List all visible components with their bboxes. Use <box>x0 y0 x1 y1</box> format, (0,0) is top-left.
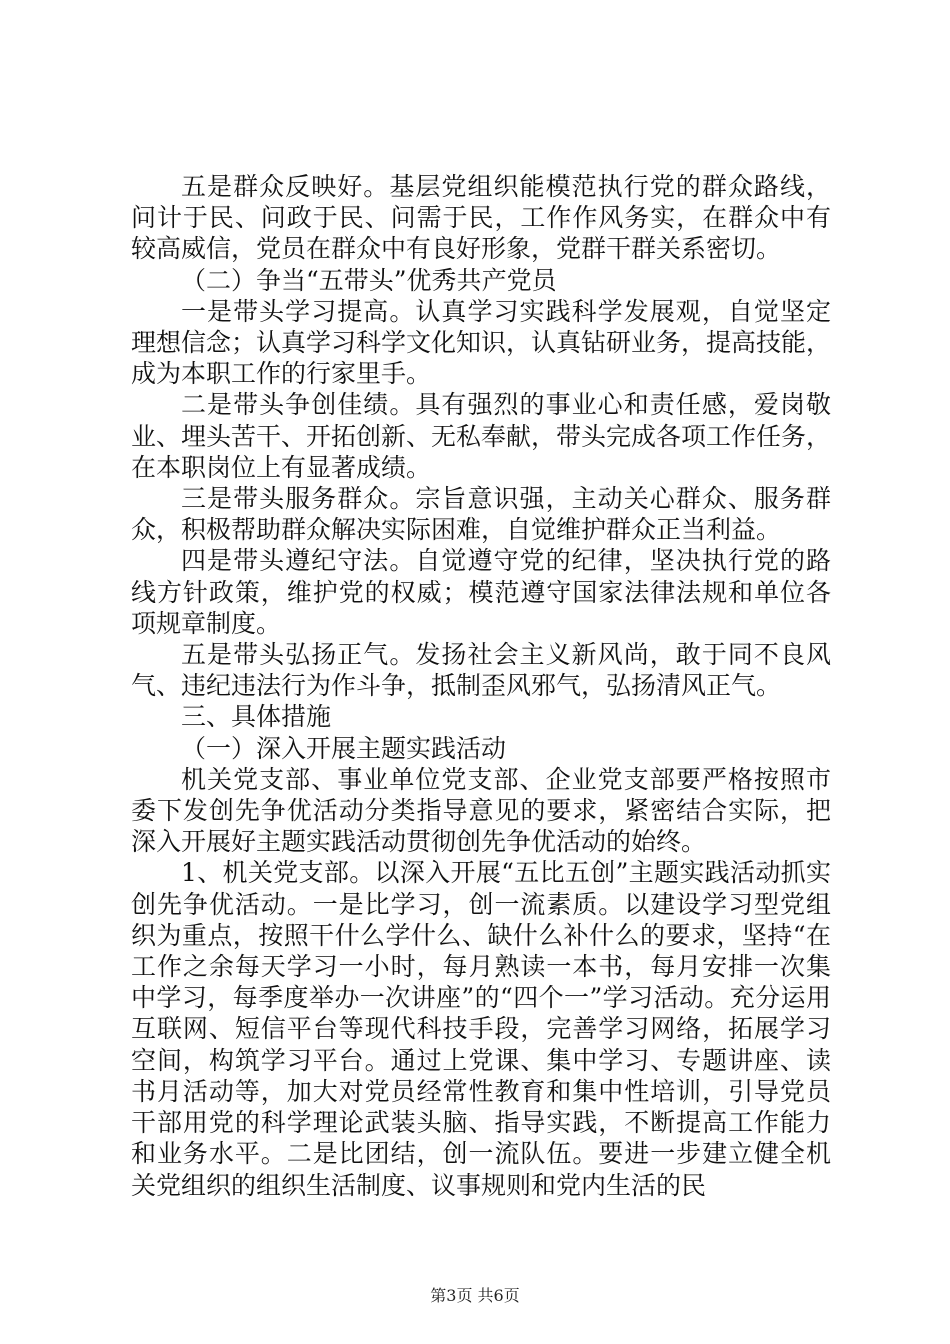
paragraph-branch-requirements <box>131 764 831 858</box>
text-line: 充分运用互联网、短信平台等现代科技手段，完善学习网络， <box>131 983 831 1044</box>
paragraph-lead-service <box>131 483 831 545</box>
text-line: 三是带头服务群众。宗旨意识强，主动关心群众、服务群 <box>181 484 831 514</box>
text-line: 成为本职工作的行家里手。 <box>131 359 432 389</box>
text-line: 四是带头遵纪守法。自觉遵守党的纪律，坚决执行党的路 <box>181 546 831 576</box>
section-heading-specific-measures <box>131 701 831 732</box>
text-line: 拓展学习空间，构筑学习平台。通过上党课、集中学习、专题 <box>131 1014 831 1075</box>
paragraph-lead-discipline <box>131 545 831 639</box>
text-line: 一是带头学习提高。认真学习实践科学发展观，自觉坚定 <box>181 296 831 326</box>
text-line: 在本职岗位上有显著成绩。 <box>131 452 432 482</box>
text-line: 深入开展好主题实践活动贯彻创先争优活动的始终。 <box>131 827 707 857</box>
text-line: 引导党员干部用党的科学理论武装头脑、指导实践，不断提高 <box>131 1076 831 1138</box>
section-heading-five-leads <box>131 265 831 296</box>
text-line: （二）争当“五带头”优秀共产党员 <box>181 265 557 295</box>
text-line: 讲座、读书月活动等，加大对党员经常性教育和集中性培训， <box>131 1045 831 1106</box>
paragraph-lead-study <box>131 296 831 390</box>
text-line: 实创先争优活动。一是比学习，创一流素质。以建设学习型党 <box>131 858 831 919</box>
paragraph-lead-achievement <box>131 389 831 483</box>
text-line: 理想信念；认真学习科学文化知识，认真钻研业务，提高技能， <box>131 328 832 358</box>
text-line: 三、具体措施 <box>181 702 332 732</box>
paragraph-agency-branch <box>131 857 831 1200</box>
text-line: 工作能力和业务水平。二是比团结，创一流队伍。要进一步建 <box>131 1108 831 1169</box>
text-line: “在工作之余每天学习一小时，每月熟读一本书，每月安排一 <box>131 920 831 982</box>
page-number-label: 第3页 共6页 <box>430 1286 520 1305</box>
paragraph-lead-integrity <box>131 639 831 701</box>
text-line: 较高威信，党员在群众中有良好形象，党群干群关系密切。 <box>131 234 782 264</box>
paragraph-masses-reflection <box>131 171 831 265</box>
text-line: （一）深入开展主题实践活动 <box>181 733 507 763</box>
text-line: 五是带头弘扬正气。发扬社会主义新风尚，敢于同不良风 <box>181 640 831 670</box>
text-line: 项规章制度。 <box>131 608 282 638</box>
text-line: 众，积极帮助群众解决实际困难，自觉维护群众正当利益。 <box>131 515 782 545</box>
text-line: 委下发创先争优活动分类指导意见的要求，紧密结合实际，把 <box>131 796 831 826</box>
text-line: 立健全机关党组织的组织生活制度、议事规则和党内生活的民 <box>131 1139 831 1200</box>
text-line: 业、埋头苦干、开拓创新、无私奉献，带头完成各项工作任务， <box>131 421 832 451</box>
text-line: 1、机关党支部。以深入开展“五比五创”主题实践活动抓 <box>181 858 806 888</box>
text-line: 次集中学习，每季度举办一次讲座”的“四个一”学习活动。 <box>131 952 831 1013</box>
text-line: 机关党支部、事业单位党支部、企业党支部要严格按照市 <box>181 764 831 794</box>
text-line: 问计于民、问政于民、问需于民，工作作风务实，在群众中有 <box>131 203 831 233</box>
document-body <box>131 171 831 1201</box>
text-line: 组织为重点，按照干什么学什么、缺什么补什么的要求，坚持 <box>131 889 831 950</box>
subsection-heading-theme-practice <box>131 733 831 764</box>
page-footer <box>0 1286 950 1306</box>
text-line: 五是群众反映好。基层党组织能模范执行党的群众路线， <box>181 172 831 201</box>
text-line: 二是带头争创佳绩。具有强烈的事业心和责任感，爱岗敬 <box>181 390 831 420</box>
text-line: 气、违纪违法行为作斗争，抵制歪风邪气，弘扬清风正气。 <box>131 671 782 701</box>
text-line: 线方针政策，维护党的权威；模范遵守国家法律法规和单位各 <box>131 577 831 607</box>
